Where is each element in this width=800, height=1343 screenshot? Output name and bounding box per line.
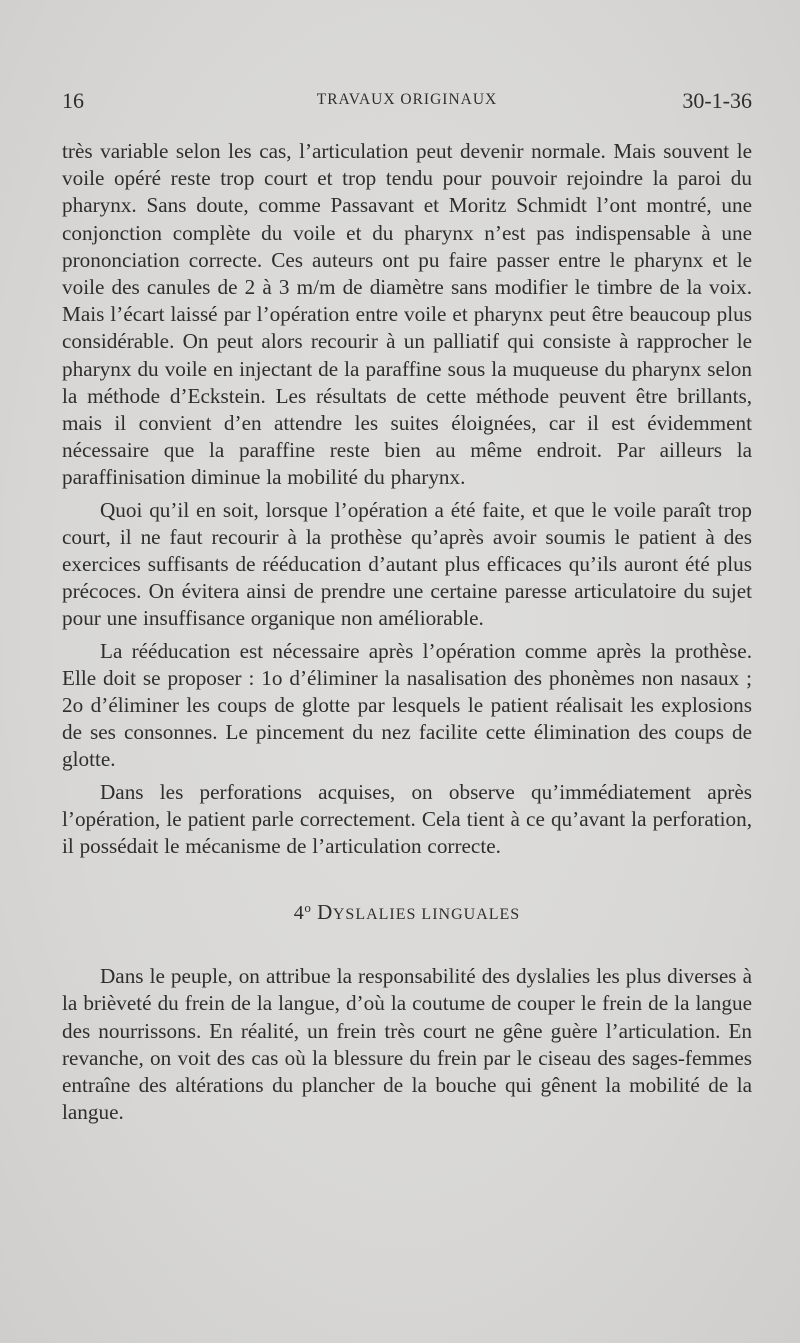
page-header <box>62 88 752 116</box>
issue-date: 30-1-36 <box>682 88 752 113</box>
running-title: TRAVAUX ORIGINAUX <box>316 91 498 108</box>
paragraph-2: Quoi qu’il en soit, lorsque l’opération a été faite, et que le voile paraît trop court, il ne faut recourir à la prothèse qu’après avoir soumis le patient à des exercices suffisants de rééducation d’autant plus efficaces qu’ils auront été plus précoces. On évitera ainsi de prendre une certaine paresse articulatoire du sujet pour une insuffisance organique non améliorable. <box>62 497 752 631</box>
paragraph-3: La rééducation est nécessaire après l’opération comme après la prothèse. Elle doit se proposer : 1o d’éliminer la nasalisation des phonèmes non nasaux ; 2o d’éliminer les coups de glotte par lesquels le patient réalisait les explosions de ses consonnes. Le pincement du nez facilite cette élimination des coups de glotte. <box>62 638 752 772</box>
page-number: 16 <box>62 88 84 113</box>
section-title-initial: D <box>317 900 333 925</box>
section-number: 4 <box>293 902 305 925</box>
section-heading <box>62 900 752 925</box>
section-ordinal-mark: o <box>304 900 312 916</box>
paragraph-5: Dans le peuple, on attribue la responsabilité des dyslalies les plus diverses à la brièveté du frein de la langue, d’où la coutume de couper le frein de la langue des nourrissons. En réalité, un frein très court ne gêne guère l’articulation. En revanche, on voit des cas où la blessure du frein par le ciseau des sages-femmes entraîne des altérations du plancher de la bouche qui gênent la mobilité de la langue. <box>62 964 752 1125</box>
body-text <box>62 138 752 1127</box>
paragraph-4: Dans les perforations acquises, on observe qu’immédiatement après l’opération, le patient parle correctement. Cela tient à ce qu’avant la perforation, il possédait le mécanisme de l’articulation correcte. <box>62 779 752 859</box>
paragraph-1: très variable selon les cas, l’articulation peut devenir normale. Mais souvent le voile opéré reste trop court et trop tendu pour pouvoir rejoindre la paroi du pharynx. Sans doute, comme Passavant et Moritz Schmidt l’ont montré, une conjonction complète du voile et du pharynx n’est pas indispensable à une prononciation correcte. Ces auteurs ont pu faire passer entre le pharynx et le voile des canules de 2 à 3 m/m de diamètre sans modifier le timbre de la voix. Mais l’écart laissé par l’opération entre voile et pharynx peut être beaucoup plus considérable. On peut alors recourir à un palliatif qui consiste à rapprocher le pharynx du voile en injectant de la paraffine sous la muqueuse du pharynx selon la méthode d’Eckstein. Les résultats de cette méthode peuvent être brillants, mais il convient d’en attendre les suites éloignées, car il est évidemment nécessaire que la paraffine reste bien au même endroit. Par ailleurs la paraffinisation diminue la mobilité du pharynx. <box>62 139 752 490</box>
section-title-rest: YSLALIES LINGUALES <box>332 906 521 924</box>
